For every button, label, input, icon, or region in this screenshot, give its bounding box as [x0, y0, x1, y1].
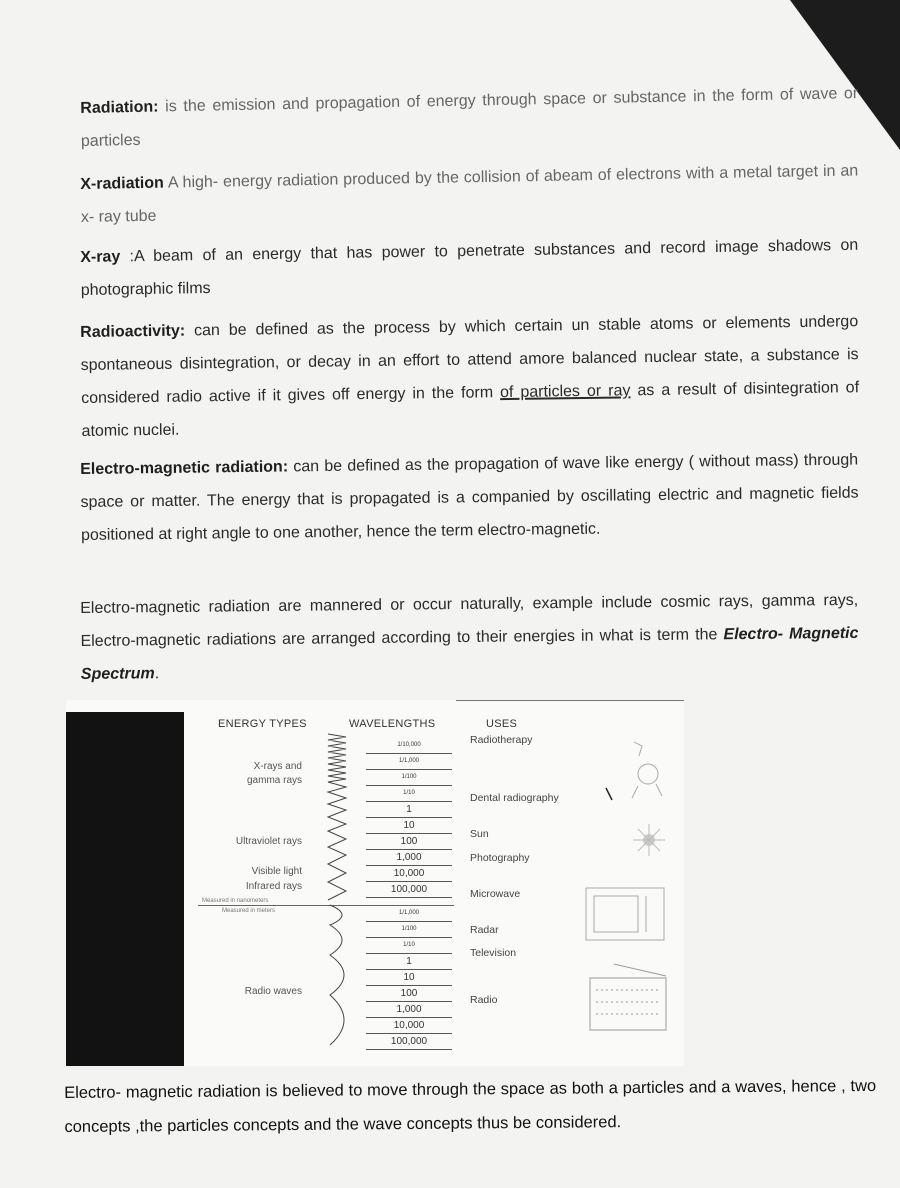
- use-radiotherapy: Radiotherapy: [470, 734, 533, 746]
- figure-illustrations: [66, 700, 684, 1066]
- wave-long-icon: [330, 905, 344, 1045]
- label-measured-m: Measured in meters: [222, 908, 276, 914]
- microwave-oven-icon: [586, 888, 664, 940]
- wavelength-nm-2: 1/1,000: [366, 754, 452, 770]
- wavelength-nm-1: 1/10,000: [366, 738, 452, 754]
- definition-em-radiation-text: can be defined as the propagation of wave like energy ( without mass) through space or matter. The energy that is propagated is a companied by oscillating electric and magnetic fields positioned at right angle to one another, hence the term electro-magnetic.: [80, 451, 859, 544]
- definition-xray: [80, 229, 859, 307]
- wavelength-m-9: 100,000: [366, 1034, 452, 1050]
- dental-probe-icon: [606, 788, 612, 800]
- term-xradiation: X-radiation: [80, 174, 164, 193]
- wavelength-m-5: 10: [366, 970, 452, 986]
- spectrum-emphasis: Electro- Magnetic Spectrum: [80, 624, 859, 683]
- use-microwave: Microwave: [470, 888, 521, 900]
- definition-radioactivity: [80, 305, 860, 448]
- wavelength-m-3: 1/10: [366, 938, 452, 954]
- wavelength-nm-5: 1: [366, 802, 452, 818]
- definition-radioactivity-text: can be defined as the process by which certain un stable atoms or elements undergo spontaneous disintegration, or decay in an effort to attend amore balanced nuclear state, a substance is considered radio active if it gives off energy in the form: [80, 313, 859, 407]
- radiotherapy-machine-icon: [632, 742, 662, 798]
- wavelength-nm-9: 10,000: [366, 866, 452, 882]
- wavelength-m-1: 1/1,000: [366, 906, 452, 922]
- header-energy-types: ENERGY TYPES: [218, 718, 307, 730]
- use-television: Television: [470, 947, 517, 959]
- sun-icon: [633, 824, 665, 856]
- wavelength-m-7: 1,000: [366, 1002, 452, 1018]
- use-radar: Radar: [470, 924, 499, 936]
- use-sun: Sun: [470, 828, 489, 840]
- use-photography: Photography: [470, 852, 530, 864]
- radio-icon: [590, 964, 666, 1030]
- use-dental-radiography: Dental radiography: [470, 792, 559, 804]
- wavelength-m-2: 1/100: [366, 922, 452, 938]
- header-wavelengths: WAVELENGTHS: [349, 718, 436, 730]
- term-em-radiation: Electro-magnetic radiation:: [80, 458, 289, 478]
- label-radio-waves: Radio waves: [244, 986, 302, 997]
- header-uses: USES: [486, 718, 518, 730]
- label-xrays-gamma: X-rays and gamma rays: [246, 761, 302, 786]
- paragraph-spectrum-end: .: [154, 665, 160, 683]
- definition-xradiation: [80, 154, 859, 234]
- wave-short-icon: [328, 734, 346, 900]
- underlined-phrase: of particles or ray: [499, 382, 631, 402]
- paragraph-spectrum: [80, 584, 859, 691]
- term-radioactivity: Radioactivity:: [80, 322, 186, 341]
- definition-xradiation-text: A high- energy radiation produced by the collision of abeam of electrons with a metal target in an x- ray tube: [80, 162, 859, 226]
- paragraph-spectrum-text: Electro-magnetic radiation are mannered or occur naturally, example include cosmic rays, gamma rays, Electro-magnetic radiations are arranged according to their energies in what is term the: [80, 591, 859, 650]
- definition-em-radiation: [80, 443, 859, 551]
- definition-radioactivity-end: as a result of disintegration of atomic nuclei.: [81, 379, 860, 440]
- closing-paragraph: [64, 1069, 877, 1144]
- wavelength-nm-4: 1/10: [366, 786, 452, 802]
- em-spectrum-figure: [66, 700, 684, 1066]
- wavelength-nm-10: 100,000: [366, 882, 452, 898]
- label-ultraviolet: Ultraviolet rays: [235, 836, 302, 847]
- definition-radiation: [80, 77, 859, 158]
- term-radiation: Radiation:: [80, 98, 159, 117]
- definition-radiation-text: is the emission and propagation of energy through space or substance in the form of wave or particles: [80, 85, 859, 150]
- wavelength-nm-3: 1/100: [366, 770, 452, 786]
- definition-xray-text: :A beam of an energy that has power to penetrate substances and record image shadows on photographic films: [80, 236, 859, 299]
- term-xray: X-ray: [80, 248, 121, 266]
- wavelength-nm-6: 10: [366, 818, 452, 834]
- wavelength-m-4: 1: [366, 954, 452, 970]
- wavelength-nm-7: 100: [366, 834, 452, 850]
- use-radio: Radio: [470, 994, 498, 1006]
- wavelength-m-6: 100: [366, 986, 452, 1002]
- wavelength-nm-8: 1,000: [366, 850, 452, 866]
- closing-paragraph-text: Electro- magnetic radiation is believed to move through the space as both a particles and a waves, hence , two concepts ,the particles concepts and the wave concepts thus be considered.: [64, 1076, 877, 1136]
- label-visible-light: Visible light: [251, 866, 302, 877]
- wavelength-m-8: 10,000: [366, 1018, 452, 1034]
- label-measured-nm: Measured in nanometers: [202, 898, 269, 904]
- label-infrared: Infrared rays: [245, 881, 302, 892]
